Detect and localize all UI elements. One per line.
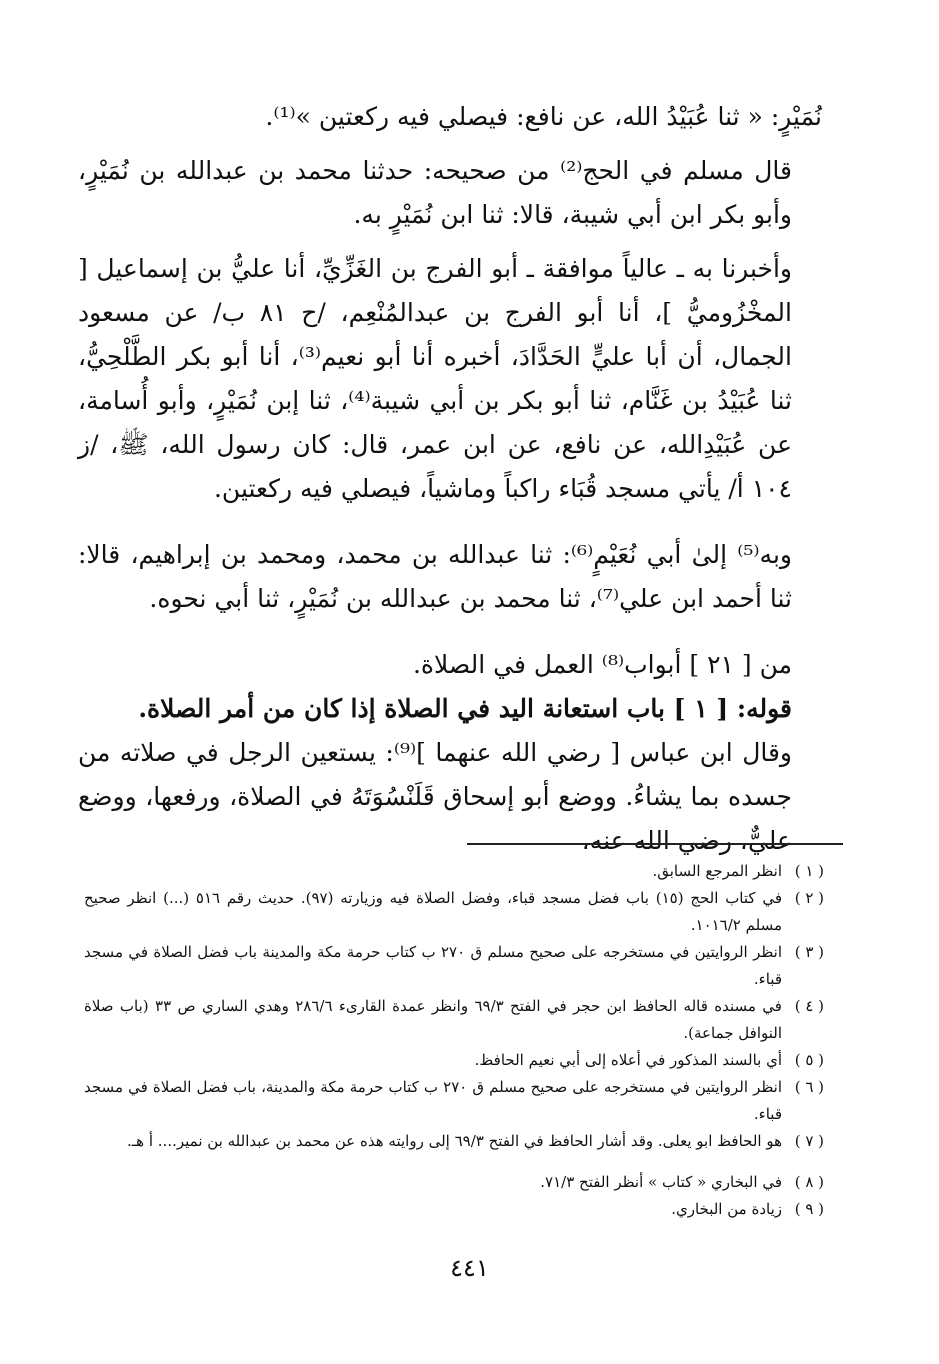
footnote-item — [84, 1047, 824, 1074]
paragraph-isnad: وأخبرنا به ـ عالياً موافقة ـ أبو الفرج بن الغَزِّيِّ، أنا عليُّ بن إسماعيل [ المخْزُوميُّ ]، أنا أبو الفرج بن عبدالمُنْعِم، /ح ٨١ ب/ عن مسعود الجمال، أن أبا عليٍّ الحَدَّادَ، أخبره أنا أبو نعيم⁽³⁾، أنا أبو بكر الطَّلْحِيُّ، ثنا عُبَيْدُ بن غَنَّام، ثنا أبو بكر بن أبي شيبة⁽⁴⁾، ثنا إبن نُمَيْرٍ، وأبو أُسامة، عن عُبَيْدِالله، عن نافع، عن ابن عمر، قال: كان رسول الله، ﷺ، /ز ١٠٤ أ/ يأتي مسجد قُبَاء راكباً وماشياً، فيصلي فيه ركعتين. — [78, 254, 792, 503]
paragraph-muslim-citation: قال مسلم في الحج⁽²⁾ من صحيحه: حدثنا محمد بن عبدالله بن نُمَيْرٍ، وأبو بكر ابن أبي شيبة، قالا: ثنا ابن نُمَيْرٍ به. — [78, 156, 792, 229]
footnote-number: ( ٧ ) — [794, 1132, 824, 1150]
main-text — [78, 95, 822, 863]
footnote-number: ( ٨ ) — [794, 1173, 824, 1191]
page-number: ٤٤١ — [450, 1254, 489, 1282]
section-heading: من [ ٢١ ] أبواب⁽⁸⁾ العمل في الصلاة. — [412, 650, 792, 679]
footnote-divider — [467, 843, 843, 845]
paragraph-ibn-abbas: وقال ابن عباس [ رضي الله عنهما ]⁽⁹⁾: يستعين الرجل في صلاته من جسده بما يشاءُ. ووضع أبو إسحاق قَلَنْسُوَتَهُ في الصلاة، ورفعها، ووضع عليٌّ، رضي الله عنه، — [78, 738, 792, 855]
footnote-number: ( ٩ ) — [794, 1200, 824, 1218]
footnote-text: أي بالسند المذكور في أعلاه إلى أبي نعيم الحافظ. — [474, 1051, 782, 1069]
footnote-item — [84, 1196, 824, 1223]
footnote-text: انظر الروايتين في مستخرجه على صحيح مسلم ق ٢٧٠ ب كتاب حرمة مكة والمدينة باب فضل الصلاة في مسجد قباء. — [84, 943, 782, 988]
footnote-number: ( ١ ) — [794, 862, 824, 880]
paragraph-continuation: نُمَيْرٍ: « ثنا عُبَيْدُ الله، عن نافع: فيصلي فيه ركعتين »⁽¹⁾. — [265, 102, 822, 131]
footnote-item — [84, 858, 824, 885]
footnote-text: هو الحافظ ابو يعلى. وقد أشار الحافظ في الفتح ٦٩/٣ إلى روايته هذه عن محمد بن عبدالله بن نمير.... أ هـ. — [127, 1132, 782, 1150]
footnote-text: زيادة من البخاري. — [671, 1200, 782, 1218]
footnote-text: في كتاب الحج (١٥) باب فضل مسجد قباء، وفضل الصلاة فيه وزيارته (٩٧). حديث رقم ٥١٦ (...) انظر صحيح مسلم ١٠١٦/٢. — [84, 889, 782, 934]
paragraph-abu-nuaym: وبه⁽⁵⁾ إلىٰ أبي نُعَيْمٍ⁽⁶⁾: ثنا عبدالله بن محمد، ومحمد بن إبراهيم، قالا: ثنا أحمد ابن علي⁽⁷⁾، ثنا محمد بن عبدالله بن نُمَيْرٍ، ثنا أبي نحوه. — [78, 540, 792, 613]
footnote-item — [84, 939, 824, 993]
footnote-number: ( ٢ ) — [794, 889, 824, 907]
footnote-text: انظر المرجع السابق. — [652, 862, 782, 880]
footnote-item — [84, 885, 824, 939]
footnote-item — [84, 993, 824, 1047]
footnote-text: في البخاري « كتاب » أنظر الفتح ٧١/٣. — [540, 1173, 782, 1191]
footnote-number: ( ٤ ) — [794, 997, 824, 1015]
footnote-number: ( ٥ ) — [794, 1051, 824, 1069]
footnote-number: ( ٣ ) — [794, 943, 824, 961]
footnote-item — [84, 1169, 824, 1196]
footnote-text: في مسنده قاله الحافظ ابن حجر في الفتح ٦٩/٣ وانظر عمدة القارىء ٢٨٦/٦ وهدي الساري ص ٣٣ (باب صلاة النوافل جماعة). — [84, 997, 782, 1042]
footnote-text: انظر الروايتين في مستخرجه على صحيح مسلم ق ٢٧٠ ب كتاب حرمة مكة والمدينة، باب فضل الصلاة في مسجد قباء. — [84, 1078, 783, 1123]
footnote-item — [84, 1074, 824, 1128]
chapter-heading: قوله: [ ١ ] باب استعانة اليد في الصلاة إذا كان من أمر الصلاة. — [138, 694, 792, 723]
footnote-item — [84, 1128, 824, 1155]
footnote-number: ( ٦ ) — [794, 1078, 824, 1096]
footnotes — [84, 858, 824, 1223]
